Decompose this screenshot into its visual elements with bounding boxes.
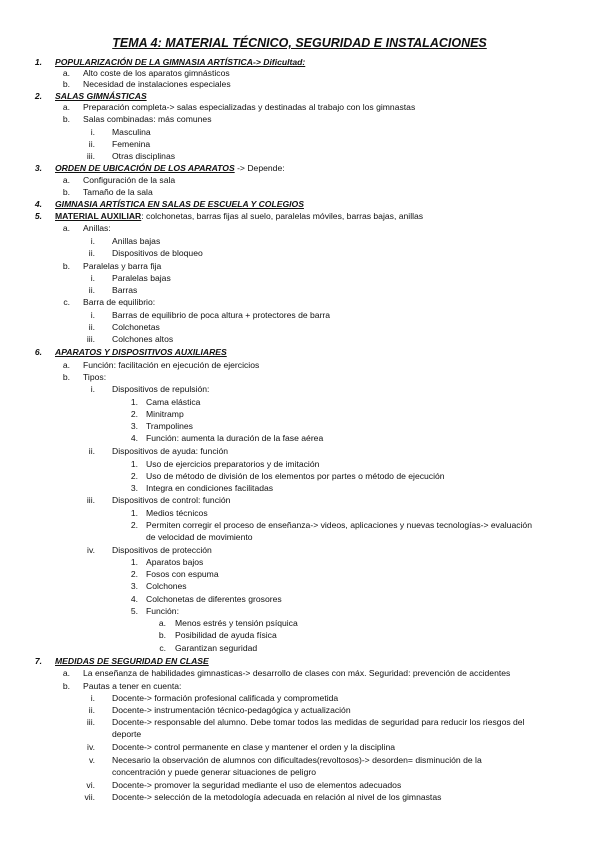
list-marker: i. bbox=[90, 310, 95, 320]
item-text bbox=[83, 360, 259, 371]
text-run: de velocidad de movimiento bbox=[146, 532, 253, 542]
item-text bbox=[112, 767, 316, 778]
text-run: Dispositivos de control: función bbox=[112, 495, 231, 505]
list-marker: 2. bbox=[130, 471, 138, 481]
text-run: Docente-> promover la seguridad mediante el uso de elementos adecuados bbox=[112, 780, 402, 790]
list-marker: 2. bbox=[130, 569, 138, 579]
item-text bbox=[83, 261, 161, 272]
text-run: APARATOS Y DISPOSITIVOS AUXILIARES bbox=[55, 347, 227, 357]
text-run: Colchones altos bbox=[112, 334, 174, 344]
list-marker: v. bbox=[88, 755, 95, 765]
text-run: Preparación completa-> salas especializadas y destinadas al trabajo con los gimnastas bbox=[83, 102, 416, 112]
item-text bbox=[112, 285, 137, 296]
list-marker: ii. bbox=[88, 446, 95, 456]
text-run: Salas combinadas: más comunes bbox=[83, 114, 212, 124]
item-text bbox=[112, 729, 141, 740]
item-text bbox=[112, 545, 212, 556]
item-text bbox=[83, 681, 181, 692]
item-text bbox=[83, 372, 106, 383]
list-marker: ii. bbox=[88, 139, 95, 149]
item-text bbox=[83, 668, 510, 679]
text-run: Colchonetas de diferentes grosores bbox=[146, 594, 282, 604]
list-marker: 3. bbox=[130, 421, 138, 431]
item-text bbox=[146, 532, 253, 543]
list-marker: 2. bbox=[34, 91, 42, 101]
text-run: Paralelas bajas bbox=[112, 273, 171, 283]
item-text bbox=[112, 446, 228, 457]
list-marker: 4. bbox=[130, 433, 138, 443]
list-marker: b. bbox=[62, 261, 70, 271]
item-text bbox=[146, 581, 187, 592]
text-run: Colchonetas bbox=[112, 322, 160, 332]
list-marker: 3. bbox=[130, 581, 138, 591]
list-marker: i. bbox=[90, 127, 95, 137]
text-run: Necesario la observación de alumnos con dificultades(revoltosos)-> desorden= disminución de la bbox=[112, 755, 482, 765]
text-run: Integra en condiciones facilitadas bbox=[146, 483, 274, 493]
text-run: Docente-> selección de la metodología adecuada en relación al nivel de los gimnastas bbox=[112, 792, 442, 802]
item-text bbox=[112, 705, 351, 716]
text-run: Dispositivos de repulsión: bbox=[112, 384, 210, 394]
item-text bbox=[112, 780, 401, 791]
item-text bbox=[146, 508, 208, 519]
item-text bbox=[112, 310, 330, 321]
text-run: Medios técnicos bbox=[146, 508, 208, 518]
text-run: Colchones bbox=[146, 581, 187, 591]
item-text bbox=[83, 297, 155, 308]
text-run: concentración y puede generar situaciones de peligro bbox=[112, 767, 316, 777]
item-text bbox=[112, 334, 173, 345]
text-run: Masculina bbox=[112, 127, 151, 137]
list-marker: ii. bbox=[88, 285, 95, 295]
item-text bbox=[146, 471, 445, 482]
item-text bbox=[112, 273, 171, 284]
text-run: Función: facilitación en ejecución de ejercicios bbox=[83, 360, 260, 370]
list-marker: a. bbox=[62, 668, 70, 678]
list-marker: 5. bbox=[34, 211, 42, 221]
item-text bbox=[112, 693, 338, 704]
item-text bbox=[112, 742, 395, 753]
text-run: La enseñanza de habilidades gimnasticas-> desarrollo de clases con máx. Seguridad: prevención de accidentes bbox=[83, 668, 511, 678]
text-run: SALAS GIMNÁSTICAS bbox=[55, 91, 147, 101]
list-marker: 1. bbox=[130, 557, 138, 567]
item-text bbox=[112, 384, 209, 395]
item-text bbox=[146, 557, 203, 568]
list-marker: iv. bbox=[87, 742, 95, 752]
list-marker: iii. bbox=[86, 717, 95, 727]
text-run: Paralelas y barra fija bbox=[83, 261, 162, 271]
text-run: Docente-> instrumentación técnico-pedagógica y actualización bbox=[112, 705, 351, 715]
item-text bbox=[146, 594, 282, 605]
list-marker: 3. bbox=[34, 163, 42, 173]
list-marker: b. bbox=[62, 79, 70, 89]
item-text bbox=[175, 630, 277, 641]
text-run: ORDEN DE UBICACIÓN DE LOS APARATOS bbox=[55, 163, 235, 173]
text-run: Uso de ejercicios preparatorios y de imitación bbox=[146, 459, 320, 469]
text-run: Barras bbox=[112, 285, 138, 295]
text-run: Menos estrés y tensión psíquica bbox=[175, 618, 298, 628]
list-marker: ii. bbox=[88, 248, 95, 258]
text-run: Tamaño de la sala bbox=[83, 187, 153, 197]
list-marker: 2. bbox=[130, 520, 138, 530]
text-run: Dispositivos de bloqueo bbox=[112, 248, 203, 258]
text-run: : colchonetas, barras fijas al suelo, paralelas móviles, barras bajas, anillas bbox=[141, 211, 424, 221]
text-run: Posibilidad de ayuda física bbox=[175, 630, 277, 640]
text-run: Necesidad de instalaciones especiales bbox=[83, 79, 231, 89]
text-run: Otras disciplinas bbox=[112, 151, 176, 161]
list-marker: b. bbox=[158, 630, 166, 640]
text-run: MEDIDAS DE SEGURIDAD EN CLASE bbox=[55, 656, 209, 666]
item-text bbox=[112, 755, 482, 766]
item-text bbox=[146, 483, 273, 494]
item-text bbox=[112, 792, 441, 803]
text-run: Uso de método de división de los elementos por partes o método de ejecución bbox=[146, 471, 445, 481]
list-marker: i. bbox=[90, 693, 95, 703]
list-marker: a. bbox=[158, 618, 166, 628]
item-text bbox=[146, 606, 179, 617]
item-text bbox=[146, 433, 323, 444]
item-text bbox=[55, 199, 304, 210]
list-marker: 1. bbox=[34, 57, 42, 67]
text-run: Barras de equilibrio de poca altura + protectores de barra bbox=[112, 310, 331, 320]
item-text bbox=[146, 459, 319, 470]
item-text bbox=[112, 139, 150, 150]
item-text bbox=[112, 151, 175, 162]
item-text bbox=[83, 68, 230, 79]
list-marker: iii. bbox=[86, 495, 95, 505]
item-text bbox=[175, 643, 257, 654]
text-run: Función: aumenta la duración de la fase aérea bbox=[146, 433, 324, 443]
list-marker: a. bbox=[62, 175, 70, 185]
item-text bbox=[83, 187, 153, 198]
list-marker: ii. bbox=[88, 322, 95, 332]
text-run: Minitramp bbox=[146, 409, 184, 419]
list-marker: 3. bbox=[130, 483, 138, 493]
text-run: Anillas bajas bbox=[112, 236, 161, 246]
item-text bbox=[112, 495, 230, 506]
text-run: Tipos: bbox=[83, 372, 107, 382]
list-marker: b. bbox=[62, 187, 70, 197]
text-run: Barra de equilibrio: bbox=[83, 297, 156, 307]
item-text bbox=[55, 656, 209, 667]
text-run: Función: bbox=[146, 606, 179, 616]
item-text bbox=[55, 91, 147, 102]
list-marker: c. bbox=[63, 297, 70, 307]
list-marker: i. bbox=[90, 273, 95, 283]
list-marker: 1. bbox=[130, 397, 138, 407]
item-text bbox=[146, 421, 193, 432]
list-marker: 5. bbox=[130, 606, 138, 616]
text-run: POPULARIZACIÓN DE LA GIMNASIA ARTÍSTICA-> Dificultad: bbox=[55, 57, 306, 67]
item-text bbox=[83, 114, 212, 125]
text-run: Trampolines bbox=[146, 421, 193, 431]
text-run: Cama elástica bbox=[146, 397, 201, 407]
list-marker: vii. bbox=[84, 792, 95, 802]
text-run: Dispositivos de protección bbox=[112, 545, 212, 555]
list-marker: a. bbox=[62, 68, 70, 78]
text-run: Docente-> responsable del alumno. Debe tomar todos las medidas de seguridad para reducir los riesgos del bbox=[112, 717, 525, 727]
list-marker: 2. bbox=[130, 409, 138, 419]
list-marker: 4. bbox=[130, 594, 138, 604]
list-marker: b. bbox=[62, 681, 70, 691]
list-marker: 1. bbox=[130, 459, 138, 469]
list-marker: a. bbox=[62, 360, 70, 370]
item-text bbox=[146, 409, 184, 420]
item-text bbox=[83, 79, 231, 90]
text-run: Pautas a tener en cuenta: bbox=[83, 681, 182, 691]
text-run: Configuración de la sala bbox=[83, 175, 176, 185]
list-marker: b. bbox=[62, 114, 70, 124]
text-run: -> Depende: bbox=[234, 163, 285, 173]
list-marker: iv. bbox=[87, 545, 95, 555]
text-run: deporte bbox=[112, 729, 142, 739]
list-marker: 6. bbox=[34, 347, 42, 357]
item-text bbox=[83, 175, 175, 186]
text-run: Alto coste de los aparatos gimnásticos bbox=[83, 68, 230, 78]
item-text bbox=[112, 322, 160, 333]
list-marker: 1. bbox=[130, 508, 138, 518]
text-run: Anillas: bbox=[83, 223, 111, 233]
item-text bbox=[112, 248, 203, 259]
item-text bbox=[55, 211, 423, 222]
document-title: TEMA 4: MATERIAL TÉCNICO, SEGURIDAD E INSTALACIONES bbox=[112, 36, 487, 50]
text-run: Aparatos bajos bbox=[146, 557, 204, 567]
text-run: Dispositivos de ayuda: función bbox=[112, 446, 229, 456]
item-text bbox=[175, 618, 298, 629]
text-run: MATERIAL AUXILIAR bbox=[55, 211, 142, 221]
text-run: GIMNASIA ARTÍSTICA EN SALAS DE ESCUELA Y COLEGIOS bbox=[55, 199, 304, 209]
list-marker: ii. bbox=[88, 705, 95, 715]
list-marker: iii. bbox=[86, 334, 95, 344]
text-run: Femenina bbox=[112, 139, 151, 149]
text-run: Fosos con espuma bbox=[146, 569, 219, 579]
item-text bbox=[146, 397, 200, 408]
list-marker: a. bbox=[62, 223, 70, 233]
list-marker: a. bbox=[62, 102, 70, 112]
list-marker: 7. bbox=[34, 656, 42, 666]
item-text bbox=[112, 717, 525, 728]
text-run: Docente-> formación profesional calificada y comprometida bbox=[112, 693, 339, 703]
list-marker: c. bbox=[159, 643, 166, 653]
item-text bbox=[83, 102, 415, 113]
item-text bbox=[55, 57, 305, 68]
list-marker: iii. bbox=[86, 151, 95, 161]
text-run: Docente-> control permanente en clase y mantener el orden y la disciplina bbox=[112, 742, 396, 752]
item-text bbox=[55, 163, 285, 174]
item-text bbox=[112, 127, 151, 138]
item-text bbox=[83, 223, 111, 234]
list-marker: i. bbox=[90, 236, 95, 246]
list-marker: i. bbox=[90, 384, 95, 394]
item-text bbox=[55, 347, 227, 358]
item-text bbox=[146, 520, 532, 531]
list-marker: 4. bbox=[34, 199, 42, 209]
text-run: Permiten corregir el proceso de enseñanza-> videos, aplicaciones y nuevas tecnologías-> evaluación bbox=[146, 520, 532, 530]
list-marker: b. bbox=[62, 372, 70, 382]
text-run: Garantizan seguridad bbox=[175, 643, 258, 653]
list-marker: vi. bbox=[86, 780, 95, 790]
item-text bbox=[112, 236, 160, 247]
item-text bbox=[146, 569, 219, 580]
